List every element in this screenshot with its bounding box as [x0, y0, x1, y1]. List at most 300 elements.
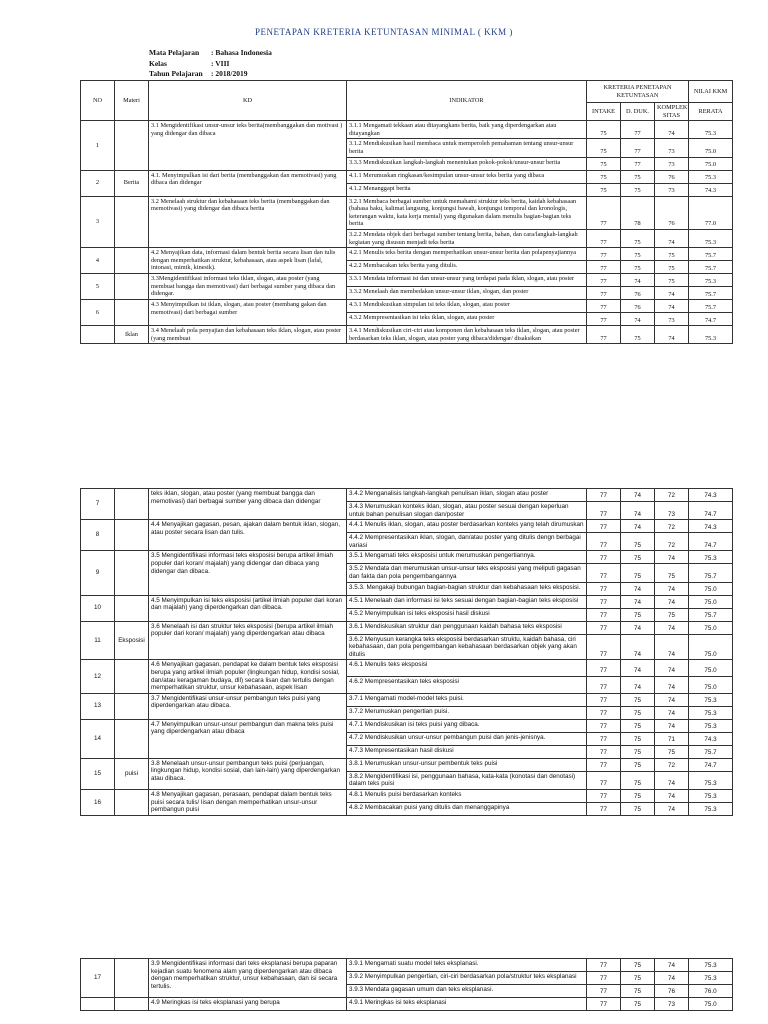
komplek-cell: 74	[655, 972, 689, 985]
komplek-cell: 74	[655, 326, 689, 344]
indikator-cell: 4.8.2 Membacakan puisi yang ditulis dan menanggapinya	[347, 802, 587, 815]
materi-cell	[115, 196, 149, 248]
meta-value: : VIII	[211, 58, 230, 68]
rerata-cell: 74.3	[689, 520, 733, 533]
row-number: 7	[81, 489, 115, 520]
dduk-cell: 75	[621, 326, 655, 344]
intake-cell: 77	[587, 660, 621, 677]
kd-cell: 3.1 Mengidentifikasi unsur-unsur teks berita(membanggakan dan motivasi ) yang didengar dan dibaca	[149, 121, 347, 170]
indikator-cell: 3.7.2 Merumuskan pengertian puisi.	[347, 706, 587, 719]
rerata-cell: 75.7	[689, 745, 733, 758]
komplek-cell: 74	[655, 706, 689, 719]
komplek-cell: 74	[655, 121, 689, 139]
komplek-cell: 75	[655, 564, 689, 582]
dduk-cell: 75	[621, 972, 655, 985]
table-row	[81, 170, 733, 183]
dduk-cell: 74	[621, 489, 655, 502]
row-number: 16	[81, 789, 115, 815]
materi-cell	[115, 693, 149, 719]
materi-cell: puisi	[115, 758, 149, 789]
table-row	[81, 758, 733, 771]
intake-cell: 77	[587, 706, 621, 719]
intake-cell: 75	[587, 183, 621, 196]
dduk-cell: 74	[621, 621, 655, 634]
materi-cell: Iklan	[115, 326, 149, 344]
row-number: 3	[81, 196, 115, 248]
intake-cell: 77	[587, 745, 621, 758]
meta-key: Tahun Pelajaran	[149, 69, 203, 78]
header-intake: INTAKE	[587, 103, 621, 121]
indikator-cell: 3.4.2 Menganalisis langkah-langkah penulisan iklan, slogan atau poster	[347, 489, 587, 502]
indikator-cell: 3.9.2 Menyimpulkan pengertian, ciri-ciri berdasarkan pola/struktur teks eksplanasi	[347, 972, 587, 985]
table-row	[81, 121, 733, 139]
kd-cell: 3.4 Menelaah pola penyajian dan kebahasaan teks iklan, slogan, atau poster (yang membuat	[149, 326, 347, 344]
intake-cell: 77	[587, 693, 621, 706]
indikator-cell: 3.9.3 Mendata gagasan umum dan teks eksplanasi.	[347, 985, 587, 998]
dduk-cell: 74	[621, 634, 655, 660]
header-dduk: D. DUK.	[621, 103, 655, 121]
rerata-cell: 75.7	[689, 261, 733, 274]
meta-key: Mata Pelajaran	[149, 48, 200, 57]
intake-cell: 77	[587, 972, 621, 985]
row-number: 9	[81, 551, 115, 595]
rerata-cell: 74.7	[689, 502, 733, 520]
intake-cell: 77	[587, 502, 621, 520]
intake-cell: 77	[587, 489, 621, 502]
kd-cell: 4.3 Menyimpulkan isi iklan, slogan, atau poster (membang gakan dan memotivasi) dari berbagai sumber	[149, 300, 347, 326]
komplek-cell: 76	[655, 985, 689, 998]
komplek-cell: 74	[655, 287, 689, 300]
indikator-cell: 3.5.3. Mengakaji bubungan bagian-bagian struktur dan kebahasaan teks eksposisi.	[347, 582, 587, 595]
row-number: 13	[81, 693, 115, 719]
kd-cell: 3.5 Mengidentifikasi informasi teks eksposisi berupa artikel ilmiah populer dari koran/ majalah) yang didengar dan dibaca yang didengar dan dibaca.	[149, 551, 347, 595]
komplek-cell: 72	[655, 520, 689, 533]
indikator-cell: 4.3.1 Mendiskusikan simpulan isi teks iklan, slogan, atau poster	[347, 300, 587, 313]
materi-cell	[115, 595, 149, 621]
dduk-cell: 74	[621, 660, 655, 677]
table-row	[81, 693, 733, 706]
row-number: 6	[81, 300, 115, 326]
rerata-cell: 74.7	[689, 533, 733, 551]
rerata-cell: 75.0	[689, 660, 733, 677]
materi-cell	[115, 489, 149, 520]
rerata-cell: 75.3	[689, 170, 733, 183]
rerata-cell: 75.7	[689, 608, 733, 621]
meta-value: : Bahasa Indonesia	[211, 48, 272, 57]
komplek-cell: 74	[655, 660, 689, 677]
dduk-cell: 75	[621, 229, 655, 247]
table-row	[81, 551, 733, 564]
rerata-cell: 75.3	[689, 802, 733, 815]
komplek-cell: 74	[655, 621, 689, 634]
dduk-cell: 74	[621, 595, 655, 608]
intake-cell: 75	[587, 157, 621, 170]
komplek-cell: 74	[655, 802, 689, 815]
row-number	[81, 326, 115, 344]
table-row	[81, 274, 733, 287]
indikator-cell: 3.5.2 Mendata dan merumuskan unsur-unsur teks eksposisi yang meliputi gagasan dan fakta dan pola pengembangannya	[347, 564, 587, 582]
intake-cell: 77	[587, 564, 621, 582]
dduk-cell: 75	[621, 693, 655, 706]
intake-cell: 75	[587, 139, 621, 157]
indikator-cell: 3.3.3 Mendiskusikan langkah-langkah menentukan pokok-pokok/unsur-unsur berita	[347, 157, 587, 170]
kd-cell: 4.9 Meringkas isi teks eksplanasi yang berupa	[149, 998, 347, 1011]
dduk-cell: 75	[621, 261, 655, 274]
rerata-cell: 75.7	[689, 564, 733, 582]
rerata-cell: 75.3	[689, 326, 733, 344]
indikator-cell: 3.4.3 Merumuskan konteks iklan, slogan, atau poster sesuai dengan keperluan untuk bahan penulisan slogan dan/poster	[347, 502, 587, 520]
row-number: 17	[81, 959, 115, 998]
dduk-cell: 75	[621, 998, 655, 1011]
rerata-cell: 75.0	[689, 582, 733, 595]
rerata-cell: 74.3	[689, 489, 733, 502]
intake-cell: 77	[587, 313, 621, 326]
materi-cell	[115, 300, 149, 326]
indikator-cell: 3.5.1 Mengamati teks eksposisi untuk merumuskan pengertiannya.	[347, 551, 587, 564]
indikator-cell: 3.7.1 Mengamati model-model teks puisi.	[347, 693, 587, 706]
intake-cell: 77	[587, 758, 621, 771]
dduk-cell: 75	[621, 170, 655, 183]
intake-cell: 77	[587, 771, 621, 789]
komplek-cell: 73	[655, 998, 689, 1011]
komplek-cell: 72	[655, 533, 689, 551]
komplek-cell: 73	[655, 157, 689, 170]
indikator-cell: 4.7.3 Mempresentasikan hasil diskusi	[347, 745, 587, 758]
indikator-cell: 4.6.1 Menulis teks eksposisi	[347, 660, 587, 677]
indikator-cell: 4.4.2 Mempresentasikan iklan, slogan, dan/atau poster yang ditulis dengn berbagai variasi	[347, 533, 587, 551]
indikator-cell: 3.3.2 Menelaah dan membedakan unsur-unsur iklan, slogan, dan poster	[347, 287, 587, 300]
intake-cell: 77	[587, 621, 621, 634]
materi-cell	[115, 998, 149, 1011]
dduk-cell: 74	[621, 313, 655, 326]
materi-cell	[115, 121, 149, 170]
rerata-cell: 75.7	[689, 300, 733, 313]
meta-key: Kelas	[149, 58, 167, 68]
intake-cell: 77	[587, 789, 621, 802]
komplek-cell: 74	[655, 677, 689, 694]
table-row	[81, 300, 733, 313]
indikator-cell: 3.2.2 Mendata objek dari berbagai sumber tentang berita, bahan, dan cara/langkah-langkah kegiatan yang disusun menjadi teks berita	[347, 229, 587, 247]
komplek-cell: 71	[655, 732, 689, 745]
materi-cell	[115, 719, 149, 758]
materi-cell	[115, 274, 149, 300]
dduk-cell: 75	[621, 719, 655, 732]
intake-cell: 77	[587, 551, 621, 564]
header-kd: KD	[149, 81, 347, 121]
rerata-cell: 75.3	[689, 706, 733, 719]
indikator-cell: 4.2.1 Menulis teks berita dengan memperhatikan unsur-unsur berita dan polapenyajiannya	[347, 248, 587, 261]
kd-cell: 4.5 Menyimpulkan isi teks eksposisi (artikel ilmiah populer dari koran dan majalah) yang diperdengarkan dan dibaca.	[149, 595, 347, 621]
rerata-cell: 76.0	[689, 985, 733, 998]
header-no: NO	[81, 81, 115, 121]
header-indikator: INDIKATOR	[347, 81, 587, 121]
dduk-cell: 74	[621, 677, 655, 694]
intake-cell: 77	[587, 582, 621, 595]
intake-cell: 77	[587, 287, 621, 300]
intake-cell: 77	[587, 261, 621, 274]
komplek-cell: 74	[655, 771, 689, 789]
materi-cell	[115, 520, 149, 551]
row-number: 8	[81, 520, 115, 551]
komplek-cell: 74	[655, 789, 689, 802]
dduk-cell: 77	[621, 139, 655, 157]
dduk-cell: 75	[621, 985, 655, 998]
dduk-cell: 75	[621, 771, 655, 789]
indikator-cell: 4.8.1 Menulis puisi berdasarkan konteks	[347, 789, 587, 802]
dduk-cell: 75	[621, 732, 655, 745]
indikator-cell: 4.6.2 Mempresentasikan teks eksposisi	[347, 677, 587, 694]
kd-cell: 4.8 Menyajikan gagasan, perasaan, pendapat dalam bentuk teks puisi secara tulis/ lisan dengan memperhatikan unsur-unsur pembangun puisi	[149, 789, 347, 815]
materi-cell	[115, 248, 149, 274]
kd-cell: 4.6 Menyajikan gagasan, pendapat ke dalam bentuk teks eksposisi berupa yang artikel ilmiah populer (lingkungan hidup, kondisi sosial, dan/atau keragaman budaya, dll) secara lisan dan tertulis dengan memperhatikan struktur, unsur kebahasaan, aspek lisan	[149, 660, 347, 693]
indikator-cell: 4.4.1 Menulis iklan, slogan, atau poster berdasarkan konteks yang telah dirumuskan	[347, 520, 587, 533]
komplek-cell: 75	[655, 248, 689, 261]
table-row	[81, 959, 733, 972]
indikator-cell: 4.9.1 Meringkas isi teks eksplanasi	[347, 998, 587, 1011]
row-number: 1	[81, 121, 115, 170]
intake-cell: 77	[587, 677, 621, 694]
dduk-cell: 75	[621, 802, 655, 815]
page-3	[0, 952, 768, 1024]
table-row	[81, 660, 733, 677]
dduk-cell: 74	[621, 274, 655, 287]
rerata-cell: 74.3	[689, 732, 733, 745]
table-row	[81, 326, 733, 344]
komplek-cell: 75	[655, 274, 689, 287]
indikator-cell: 3.4.1 Mendiskusikan ciri-ciri atau komponen dan kebahasaan teks iklan, slogan, atau poster berdasarkan teks iklan, slogan, atau poster yang dibaca/didengar/ disaksikan	[347, 326, 587, 344]
table-row	[81, 621, 733, 634]
intake-cell: 75	[587, 121, 621, 139]
row-number: 4	[81, 248, 115, 274]
table-row	[81, 248, 733, 261]
intake-cell: 77	[587, 326, 621, 344]
dduk-cell: 75	[621, 758, 655, 771]
intake-cell: 77	[587, 802, 621, 815]
komplek-cell: 74	[655, 229, 689, 247]
header-rerata: RERATA	[689, 103, 733, 121]
komplek-cell: 74	[655, 595, 689, 608]
dduk-cell: 75	[621, 533, 655, 551]
komplek-cell: 74	[655, 551, 689, 564]
indikator-cell: 3.2.1 Membaca berbagai sumber untuk memahami struktur teks berita, kaidah kebahasaan (bahasa baku, kalimat langsung, konjungsi bawah, konjungsi temporal dan kronologis, keterangan waktu, kata kerja mental) yang digunakan dalam menulis bagian-bagian teks berita	[347, 196, 587, 229]
komplek-cell: 76	[655, 170, 689, 183]
dduk-cell: 76	[621, 300, 655, 313]
intake-cell: 77	[587, 608, 621, 621]
row-number: 15	[81, 758, 115, 789]
indikator-cell: 4.1.2 Menanggapi berita	[347, 183, 587, 196]
indikator-cell: 4.3.2 Mempresentasikan isi teks iklan, slogan, atau poster	[347, 313, 587, 326]
table-row	[81, 196, 733, 229]
rerata-cell: 75.3	[689, 972, 733, 985]
rerata-cell: 75.0	[689, 677, 733, 694]
indikator-cell: 3.1.2 Mendiskusikan hasil membaca untuk memperoleh pemahaman tentang unsur-unsur berita	[347, 139, 587, 157]
rerata-cell: 74.3	[689, 183, 733, 196]
kd-cell: 3.3Mengidentifikasi informasi teks iklan, slogan, atau poster (yang membuat bangga dan memotivasi) dari berbagai sumber yang dibaca dan didengar.	[149, 274, 347, 300]
indikator-cell: 3.3.1 Mendata informasi isi dan unsur-unsur yang terdapat pada iklan, slogan, atau poster	[347, 274, 587, 287]
dduk-cell: 75	[621, 183, 655, 196]
indikator-cell: 4.7.1 Mendiskusikan isi teks puisi yang dibaca.	[347, 719, 587, 732]
kd-cell: 3.2 Menelaah struktur dan kebahasaan teks berita (membanggakan dan memotivasi) yang didengar dan dibaca berita	[149, 196, 347, 248]
intake-cell: 77	[587, 520, 621, 533]
komplek-cell: 74	[655, 719, 689, 732]
dduk-cell: 75	[621, 706, 655, 719]
row-number: 12	[81, 660, 115, 693]
rerata-cell: 74.7	[689, 758, 733, 771]
dduk-cell: 75	[621, 248, 655, 261]
komplek-cell: 73	[655, 139, 689, 157]
komplek-cell: 74	[655, 634, 689, 660]
page-2	[0, 488, 768, 940]
kkm-table-part-1	[80, 80, 733, 344]
rerata-cell: 75.3	[689, 959, 733, 972]
dduk-cell: 75	[621, 551, 655, 564]
header-kreteria: KRETERIA PENETAPAN KETUNTASAN	[587, 81, 689, 103]
dduk-cell: 75	[621, 789, 655, 802]
row-number: 14	[81, 719, 115, 758]
komplek-cell: 74	[655, 300, 689, 313]
dduk-cell: 76	[621, 287, 655, 300]
kkm-table-part-2	[80, 488, 733, 816]
row-number: 2	[81, 170, 115, 196]
komplek-cell: 74	[655, 959, 689, 972]
materi-cell	[115, 959, 149, 998]
indikator-cell: 3.8.2 Mengidentifikasi isi, penggunaan bahasa, kata-kata (konotasi dan denotasi) dalam teks puisi	[347, 771, 587, 789]
rerata-cell: 75.3	[689, 121, 733, 139]
kd-cell: teks iklan, slogan, atau poster (yang membuat bangga dan memotivasi) dari berbagai sumber yang dibaca dan didengar	[149, 489, 347, 520]
komplek-cell: 76	[655, 196, 689, 229]
page-1	[0, 0, 768, 444]
rerata-cell: 75.3	[689, 229, 733, 247]
dduk-cell: 77	[621, 157, 655, 170]
komplek-cell: 75	[655, 745, 689, 758]
komplek-cell: 73	[655, 502, 689, 520]
intake-cell: 77	[587, 300, 621, 313]
rerata-cell: 75.7	[689, 287, 733, 300]
intake-cell: 77	[587, 229, 621, 247]
kd-cell: 3.6 Menelaah isi dan struktur teks eksposisi (berupa artikel ilmiah populer dari koran/ majalah) yang diperdengarkan atau dibaca	[149, 621, 347, 660]
table-row	[81, 520, 733, 533]
komplek-cell: 73	[655, 183, 689, 196]
kd-cell: 4.4 Menyajikan gagasan, pesan, ajakan dalam bentuk iklan, slogan, atau poster secara lisan dan tulis.	[149, 520, 347, 551]
kd-cell: 4.7 Menyimpulkan unsur-unsur pembangun dan makna teks puisi yang diperdengarkan atau dibaca	[149, 719, 347, 758]
indikator-cell: 4.5.2 Menyimpulkan isi teks eksposisi hasil diskusi	[347, 608, 587, 621]
dduk-cell: 74	[621, 520, 655, 533]
kd-cell: 3.7 Mengidentifikasi unsur-unsur pembangun teks puisi yang diperdengarkan atau dibaca.	[149, 693, 347, 719]
indikator-cell: 3.9.1 Mengamati suatu model teks eksplanasi.	[347, 959, 587, 972]
komplek-cell: 74	[655, 582, 689, 595]
row-number: 5	[81, 274, 115, 300]
table-row	[81, 595, 733, 608]
indikator-cell: 3.6.2 Menyusun kerangka teks eksposisi berdasarkan struktu, kaidah bahasa, ciri kebahasaan, dan pola pengembangan kebahasaan berdasarkan objek yang akan ditulis	[347, 634, 587, 660]
rerata-cell: 75.3	[689, 719, 733, 732]
document-meta	[149, 48, 272, 80]
intake-cell: 77	[587, 634, 621, 660]
header-nilai-kkm: NILAI KKM	[689, 81, 733, 103]
dduk-cell: 78	[621, 196, 655, 229]
rerata-cell: 75.3	[689, 693, 733, 706]
materi-cell: Eksposisi	[115, 621, 149, 660]
komplek-cell: 72	[655, 758, 689, 771]
rerata-cell: 75.0	[689, 634, 733, 660]
table-row	[81, 719, 733, 732]
rerata-cell: 75.3	[689, 551, 733, 564]
intake-cell: 75	[587, 170, 621, 183]
dduk-cell: 77	[621, 121, 655, 139]
intake-cell: 77	[587, 533, 621, 551]
dduk-cell: 75	[621, 959, 655, 972]
intake-cell: 77	[587, 719, 621, 732]
row-number: 11	[81, 621, 115, 660]
dduk-cell: 75	[621, 564, 655, 582]
materi-cell	[115, 660, 149, 693]
kd-cell: 4.2 Menyajikan data, informasi dalam bentuk berita secara lisan dan tulis dengan memperhatikan struktur, kebahasaan, atau aspek lisan (lafal, intonasi, mimik, kinesik).	[149, 248, 347, 274]
intake-cell: 77	[587, 985, 621, 998]
indikator-cell: 4.2.2 Membacakan teks berita yang ditulis.	[347, 261, 587, 274]
rerata-cell: 75.3	[689, 789, 733, 802]
komplek-cell: 74	[655, 693, 689, 706]
indikator-cell: 3.8.1 Merumuskan unsur-unsur pembentuk teks puisi	[347, 758, 587, 771]
intake-cell: 77	[587, 998, 621, 1011]
header-komplek: KOMPLEK SITAS	[655, 103, 689, 121]
rerata-cell: 75.0	[689, 595, 733, 608]
row-number: 10	[81, 595, 115, 621]
kd-cell: 4.1. Menyimpulkan isi dari berita (membanggakan dan memotivasi) yang dibaca dan didengar	[149, 170, 347, 196]
dduk-cell: 74	[621, 502, 655, 520]
dduk-cell: 74	[621, 582, 655, 595]
intake-cell: 77	[587, 595, 621, 608]
rerata-cell: 77.0	[689, 196, 733, 229]
kd-cell: 3.9 Mengidentifikasi informasi dari teks eksplanasi berupa paparan kejadian suatu fenomena alam yang diperdengarkan atau dibaca dengan memperhatikan struktur, unsur kebahasaan, dan isi secara tertulis.	[149, 959, 347, 998]
rerata-cell: 74.7	[689, 313, 733, 326]
table-row	[81, 998, 733, 1011]
komplek-cell: 75	[655, 261, 689, 274]
indikator-cell: 4.5.1 Menelaah dan informasi isi teks sesuai dengan bagian-bagian teks eksposisi	[347, 595, 587, 608]
intake-cell: 77	[587, 274, 621, 287]
row-number	[81, 998, 115, 1011]
intake-cell: 77	[587, 196, 621, 229]
komplek-cell: 72	[655, 489, 689, 502]
komplek-cell: 75	[655, 608, 689, 621]
rerata-cell: 75.3	[689, 771, 733, 789]
document-title: PENETAPAN KRETERIA KETUNTASAN MINIMAL ( KKM )	[255, 27, 513, 37]
materi-cell	[115, 551, 149, 595]
rerata-cell: 75.3	[689, 274, 733, 287]
table-row	[81, 489, 733, 502]
indikator-cell: 3.1.1 Mengamati tekkaan atau ditayangkans berita, baik yang diperdengarkan atau ditayangkan	[347, 121, 587, 139]
komplek-cell: 73	[655, 313, 689, 326]
materi-cell: Berita	[115, 170, 149, 196]
intake-cell: 77	[587, 959, 621, 972]
rerata-cell: 75.7	[689, 248, 733, 261]
kkm-table-part-3	[80, 958, 733, 1011]
materi-cell	[115, 789, 149, 815]
kd-cell: 3.8 Menelaah unsur-unsur pembangun teks puisi (perjuangan, lingkungan hidup, kondisi sosial, dan lain-lain) yang diperdengarkan atau dibaca.	[149, 758, 347, 789]
intake-cell: 77	[587, 732, 621, 745]
indikator-cell: 4.7.2 Mendiskusikan unsur-unsur pembangun puisi dan jenis-jenisnya.	[347, 732, 587, 745]
rerata-cell: 75.0	[689, 621, 733, 634]
indikator-cell: 4.1.1 Merumuskan ringkasan/kesimpulan unsur-unsur teks berita yang dibaca	[347, 170, 587, 183]
indikator-cell: 3.6.1 Mendiskusikan struktur dan penggunaan kaidah bahasa teks eksposisi	[347, 621, 587, 634]
table-row	[81, 789, 733, 802]
header-materi: Materi	[115, 81, 149, 121]
rerata-cell: 75.0	[689, 998, 733, 1011]
dduk-cell: 75	[621, 608, 655, 621]
rerata-cell: 75.0	[689, 139, 733, 157]
intake-cell: 77	[587, 248, 621, 261]
meta-value: : 2018/2019	[211, 69, 248, 78]
dduk-cell: 75	[621, 745, 655, 758]
rerata-cell: 75.0	[689, 157, 733, 170]
